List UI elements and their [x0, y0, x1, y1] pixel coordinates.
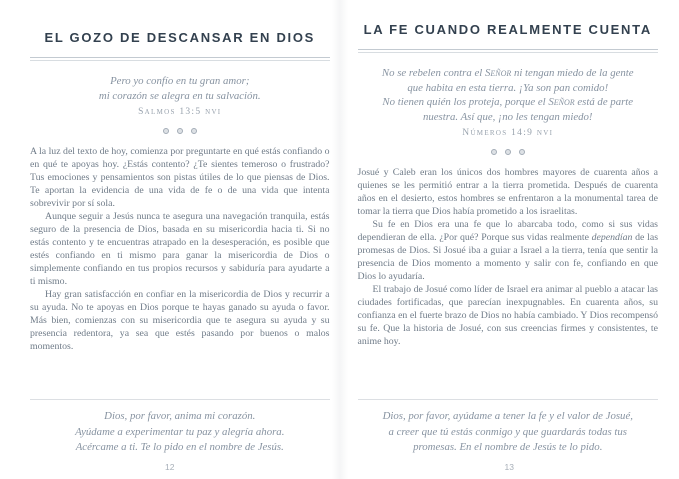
verse-line: que habita en esta tierra. ¡Ya son pan comido! — [407, 81, 609, 94]
verse-line: Pero yo confío en tu gran amor; — [110, 75, 250, 87]
page-number: 12 — [165, 462, 175, 472]
verse-line: mi corazón se alegra en tu salvación. — [98, 89, 261, 102]
divider-dot — [505, 149, 511, 155]
prayer-section — [340, 399, 679, 455]
paragraph: Hay gran satisfacción en confiar en la misericordia de Dios y recurrir a su ayuda. No te apoyas en Dios porque te hayas ganado su ayuda o favor. Más bien, comienzas con su misericordia que te asegura su ayuda y su presencia redentora, ya sea que estés pasando por buenos o malos momentos. — [30, 289, 330, 353]
prayer-line: Acércame a ti. Te lo pido en el nombre de Jesús. — [75, 440, 284, 453]
page-title: EL GOZO DE DESCANSAR EN DIOS — [44, 30, 316, 45]
scripture-verse — [30, 74, 330, 117]
paragraph: El trabajo de Josué como líder de Israel era animar al pueblo a atacar las ciudades fortificadas, que parecían inexpugnables. En cuarenta años, su confianza en el fuerte brazo de Dios no había cambiado. Y Dios recompensó su fe. Que la historia de Josué, con sus creencias firmes y consistentes, te anime hoy. — [357, 284, 658, 348]
section-divider-dots — [30, 126, 330, 134]
prayer-line: Dios, por favor, anima mi corazón. — [104, 410, 256, 423]
prayer-line: Ayúdame a experimentar tu paz y alegría ahora. — [75, 425, 285, 438]
verse-line: No tienen quién los proteja, porque el Señor está de parte — [382, 96, 634, 109]
paragraph: A la luz del texto de hoy, comienza por preguntarte en qué estás confiando o en qué te apoyas hoy. ¿Estás contento? ¿Te sientes temeroso o frustrado? Tus emociones y pensamientos son pistas útiles de lo que piensas de Dios. Te aportan la evidencia de una vida de fe o de una vida que intenta sobrevivir por sí sola. — [30, 146, 330, 210]
verse-reference: Números 14:9 nvi — [462, 128, 554, 139]
title-divider-rule — [358, 49, 659, 53]
prayer-divider-rule — [358, 399, 659, 400]
prayer-section — [0, 399, 340, 455]
prayer-divider-rule — [30, 399, 330, 400]
devotional-body — [30, 145, 330, 353]
paragraph: Josué y Caleb eran los únicos dos hombres mayores de cuarenta años a quienes se les permitió entrar a la tierra prometida. Después de cuarenta años en el desierto, estos hombres se enfrentaron a la monumental tarea de tomar la tierra que Dios había prometido a los israelitas. — [357, 167, 658, 218]
prayer-line: Dios, por favor, ayúdame a tener la fe y el valor de Josué, — [382, 410, 633, 423]
prayer-line: a creer que tú estás conmigo y que guardarás todas tus — [388, 425, 627, 438]
page-number: 13 — [504, 462, 514, 472]
section-divider-dots — [358, 147, 659, 155]
paragraph: Su fe en Dios era una fe que lo abarcaba todo, como si sus vidas dependieran de ella. ¿Por qué? Porque sus vidas realmente dependían de las promesas de Dios. Si Josué iba a guiar a Israel a la tierra, tenía que sentir la presencia de Dios momento a momento y salir con fe, confiando en que Dios lo ayudaría. — [357, 219, 659, 283]
divider-dot — [519, 149, 525, 155]
devotional-body — [358, 166, 659, 348]
paragraph: Aunque seguir a Jesús nunca te asegura una navegación tranquila, estás seguro de la presencia de Dios, basada en su misericordia hacia ti. Si no estás contento y te encuentras atrapado en la desesperación, es posible que estés confiando en ti mismo para ganar la misericordia de Dios o simplemente confiando en tus propios recursos y sabiduría para ayudarte a ti mismo. — [30, 211, 330, 288]
divider-dot — [491, 149, 497, 155]
title-divider-rule — [30, 57, 330, 61]
page-right — [340, 0, 679, 479]
verse-line: nuestra. Así que, ¡no les tengan miedo! — [422, 110, 593, 123]
divider-dot — [177, 128, 183, 134]
verse-line: No se rebelen contra el Señor ni tengan miedo de la gente — [381, 67, 634, 79]
scripture-verse — [358, 66, 659, 138]
divider-dot — [163, 128, 169, 134]
divider-dot — [191, 128, 197, 134]
prayer-line: promesas. En el nombre de Jesús te lo pido. — [413, 440, 603, 453]
page-title: LA FE CUANDO REALMENTE CUENTA — [363, 22, 652, 37]
verse-reference: Salmos 13:5 nvi — [138, 107, 222, 118]
